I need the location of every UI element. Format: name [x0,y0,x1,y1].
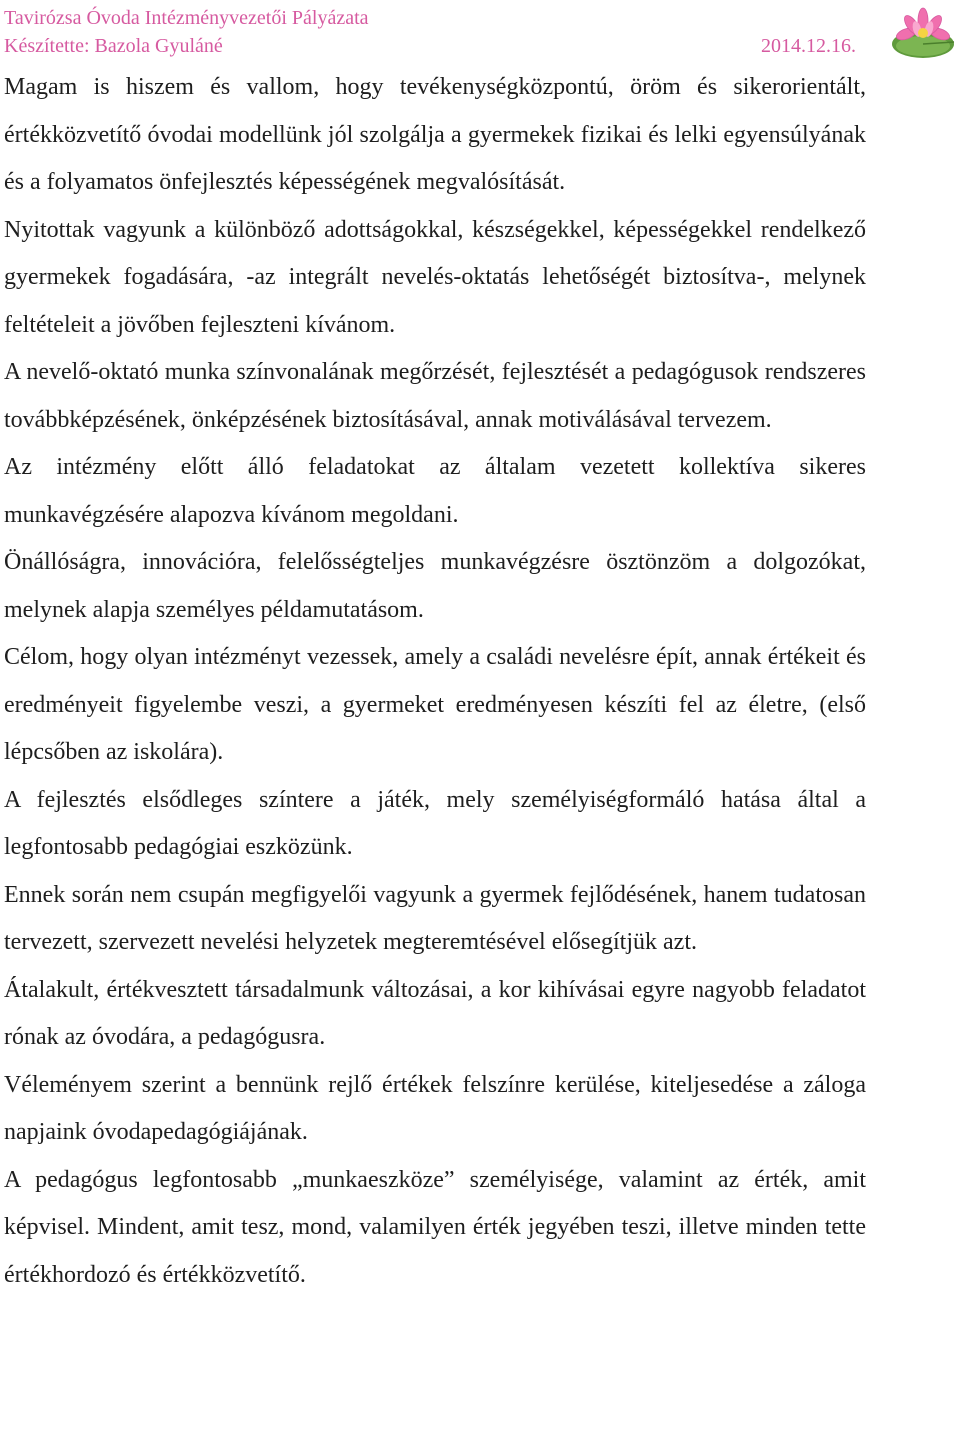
document-title: Tavirózsa Óvoda Intézményvezetői Pályázata [4,7,369,29]
paragraph: Véleményem szerint a bennünk rejlő értékek felszínre kerülése, kiteljesedése a záloga napjaink óvodapedagógiájának. [4,1071,866,1145]
header-title-row [4,4,858,32]
header-meta-row [4,32,858,60]
paragraph: Az intézmény előtt álló feladatokat az általam vezetett kollektíva sikeres munkavégzésére alapozva kívánom megoldani. [4,454,866,528]
paragraph: A nevelő-oktató munka színvonalának megőrzését, fejlesztését a pedagógusok rendszeres továbbképzésének, önképzésének biztosításával, annak motiválásával tervezem. [4,359,866,433]
paragraph: Átalakult, értékvesztett társadalmunk változásai, a kor kihívásai egyre nagyobb feladatot rónak az óvodára, a pedagógusra. [4,976,866,1050]
paragraph: Nyitottak vagyunk a különböző adottságokkal, készségekkel, képességekkel rendelkező gyermekek fogadására, -az integrált nevelés-oktatás lehetőségét biztosítva-, melynek feltételeit a jövőben fejleszteni kívánom. [4,216,866,338]
paragraph: Célom, hogy olyan intézményt vezessek, amely a családi nevelésre épít, annak értékeit és eredményeit figyelembe veszi, a gyermeket eredményesen készíti fel az életre, (első lépcsőben az iskolára). [4,644,866,765]
paragraph: Magam is hiszem és vallom, hogy tevékenységközpontú, öröm és sikerorientált, értékközvetítő óvodai modellünk jól szolgálja a gyermekek fizikai és lelki egyensúlyának és a folyamatos önfejlesztés képességének megvalósítását. [4,74,866,195]
document-body [4,64,866,1299]
paragraph: Ennek során nem csupán megfigyelői vagyunk a gyermek fejlődésének, hanem tudatosan tervezett, szervezett nevelési helyzetek megteremtésével elősegítjük azt. [4,881,866,955]
paragraph: A fejlesztés elsődleges színtere a játék, mely személyiségformáló hatása által a legfontosabb pedagógiai eszközünk. [4,786,866,860]
paragraph: Önállóságra, innovációra, felelősségteljes munkavégzésre ösztönzöm a dolgozókat, melynek alapja személyes példamutatásom. [4,549,866,623]
author-line: Készítette: Bazola Gyuláné [4,35,223,57]
document-date: 2014.12.16. [761,35,856,57]
water-lily-icon [890,4,956,62]
paragraph: A pedagógus legfontosabb „munkaeszköze” személyisége, valamint az érték, amit képvisel. Mindent, amit tesz, mond, valamilyen érték jegyében teszi, illetve minden tette értékhordozó és értékközvetítő. [4,1166,866,1288]
page-header [4,4,858,60]
